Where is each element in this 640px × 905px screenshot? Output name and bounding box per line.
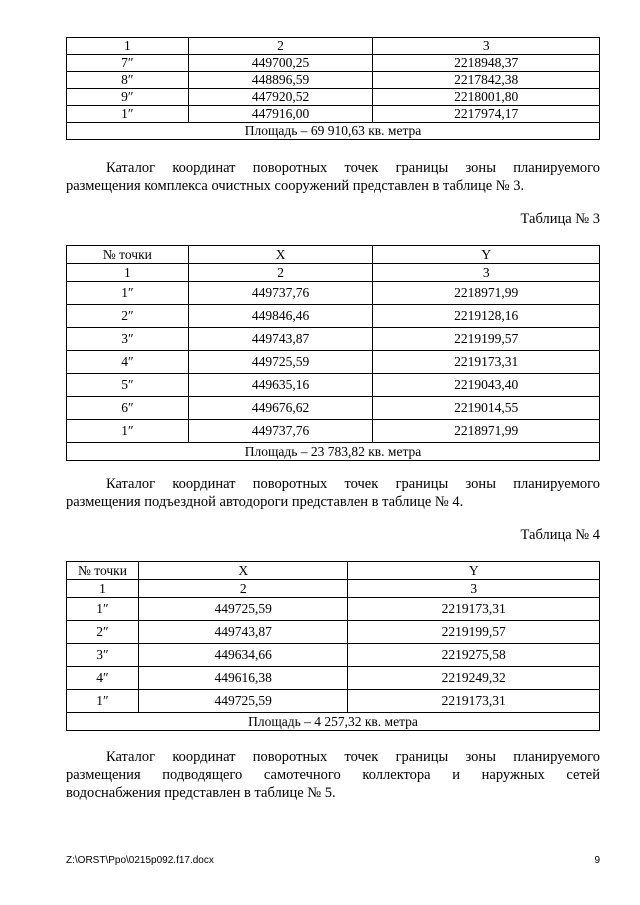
table-cell: 2219014,55: [373, 397, 600, 420]
table-cell: 1: [67, 264, 189, 282]
paragraph-table3-intro: [66, 159, 600, 195]
coordinates-table-3: [66, 245, 600, 461]
table-area-row: [67, 123, 600, 140]
paragraph-line: Каталог координат поворотных точек границы зоны планируемого: [106, 749, 600, 765]
table-cell: 2″: [67, 621, 139, 644]
table-cell: 449846,46: [188, 305, 373, 328]
table-row: [67, 374, 600, 397]
paragraph-line: Каталог координат поворотных точек границы зоны планируемого: [106, 476, 600, 492]
table-header-row: [67, 562, 600, 580]
table-row: [67, 72, 600, 89]
paragraph-line: размещения комплекса очистных сооружений представлен в таблице № 3.: [66, 178, 525, 194]
table-cell: 3″: [67, 644, 139, 667]
table-row: [67, 328, 600, 351]
table-cell: 2218971,99: [373, 420, 600, 443]
table-cell: 449725,59: [138, 598, 348, 621]
table-cell: 2219275,58: [348, 644, 600, 667]
table-cell: 2219173,31: [348, 690, 600, 713]
table-cell: 449676,62: [188, 397, 373, 420]
paragraph-line: водоснабжения представлен в таблице № 5.: [66, 785, 336, 801]
table-cell: 3″: [67, 328, 189, 351]
table-cell: 449725,59: [138, 690, 348, 713]
table-cell: 449737,76: [188, 282, 373, 305]
table-cell: 449634,66: [138, 644, 348, 667]
table-cell: 447920,52: [188, 89, 373, 106]
table-cell: 3: [373, 38, 600, 55]
table-row: [67, 420, 600, 443]
table-cell: 2: [188, 264, 373, 282]
table-cell: 9″: [67, 89, 189, 106]
table-caption: Таблица № 4: [520, 527, 600, 543]
column-header: № точки: [67, 246, 189, 264]
table-cell: 449700,25: [188, 55, 373, 72]
table-cell: 2219199,57: [373, 328, 600, 351]
column-header: X: [188, 246, 373, 264]
table-cell: 7″: [67, 55, 189, 72]
table-cell: 2218948,37: [373, 55, 600, 72]
table-row: [67, 89, 600, 106]
table-cell: 449616,38: [138, 667, 348, 690]
table-row: [67, 106, 600, 123]
paragraph-line: размещения подводящего самотечного коллектора и наружных сетей: [66, 767, 600, 783]
table-row: [67, 598, 600, 621]
table-cell: 2219173,31: [373, 351, 600, 374]
coordinates-table-4: [66, 561, 600, 731]
table-number-row: [67, 580, 600, 598]
table-row: [67, 621, 600, 644]
table-header-row: [67, 246, 600, 264]
table-cell: 449743,87: [188, 328, 373, 351]
table-cell: 2219173,31: [348, 598, 600, 621]
table-cell: 8″: [67, 72, 189, 89]
table-cell: 449743,87: [138, 621, 348, 644]
table-cell: 449737,76: [188, 420, 373, 443]
table-cell: 4″: [67, 667, 139, 690]
table-cell: 1″: [67, 598, 139, 621]
table-cell: 448896,59: [188, 72, 373, 89]
paragraph-line: размещения подъездной автодороги представлен в таблице № 4.: [66, 494, 464, 510]
table-row: [67, 644, 600, 667]
table-cell: 1″: [67, 690, 139, 713]
table-cell: 2: [138, 580, 348, 598]
table-row: [67, 351, 600, 374]
paragraph-line: Каталог координат поворотных точек границы зоны планируемого: [106, 160, 600, 176]
paragraph-table4-intro: [66, 475, 600, 511]
table-cell: 2218001,80: [373, 89, 600, 106]
coordinates-table-continuation: [66, 37, 600, 140]
page-number: 9: [594, 855, 600, 866]
table-row: [67, 690, 600, 713]
column-header: Y: [348, 562, 600, 580]
column-header: Y: [373, 246, 600, 264]
area-cell: Площадь – 69 910,63 кв. метра: [67, 123, 600, 140]
table-cell: 6″: [67, 397, 189, 420]
table-number-row: [67, 38, 600, 55]
table-cell: 2217974,17: [373, 106, 600, 123]
table-cell: 2: [188, 38, 373, 55]
table-cell: 449635,16: [188, 374, 373, 397]
table-cell: 4″: [67, 351, 189, 374]
table-row: [67, 397, 600, 420]
table-cell: 5″: [67, 374, 189, 397]
area-cell: Площадь – 4 257,32 кв. метра: [67, 713, 600, 731]
table-cell: 449725,59: [188, 351, 373, 374]
table-caption: Таблица № 3: [520, 211, 600, 227]
table-cell: 1″: [67, 106, 189, 123]
table-cell: 2219199,57: [348, 621, 600, 644]
table-cell: 1″: [67, 420, 189, 443]
table-cell: 447916,00: [188, 106, 373, 123]
paragraph-table5-intro: [66, 748, 600, 802]
table-cell: 2217842,38: [373, 72, 600, 89]
table-row: [67, 305, 600, 328]
table-row: [67, 282, 600, 305]
table-area-row: [67, 713, 600, 731]
column-header: X: [138, 562, 348, 580]
table-row: [67, 667, 600, 690]
table-cell: 2219249,32: [348, 667, 600, 690]
table-row: [67, 55, 600, 72]
table-cell: 2″: [67, 305, 189, 328]
column-header: № точки: [67, 562, 139, 580]
table-cell: 2218971,99: [373, 282, 600, 305]
table-cell: 3: [348, 580, 600, 598]
table-cell: 1: [67, 580, 139, 598]
table-number-row: [67, 264, 600, 282]
footer-file-path: Z:\ORST\Ppo\0215p092.f17.docx: [66, 855, 214, 866]
table-cell: 1″: [67, 282, 189, 305]
table-area-row: [67, 443, 600, 461]
table-cell: 1: [67, 38, 189, 55]
table-cell: 2219128,16: [373, 305, 600, 328]
area-cell: Площадь – 23 783,82 кв. метра: [67, 443, 600, 461]
table-cell: 3: [373, 264, 600, 282]
table-cell: 2219043,40: [373, 374, 600, 397]
